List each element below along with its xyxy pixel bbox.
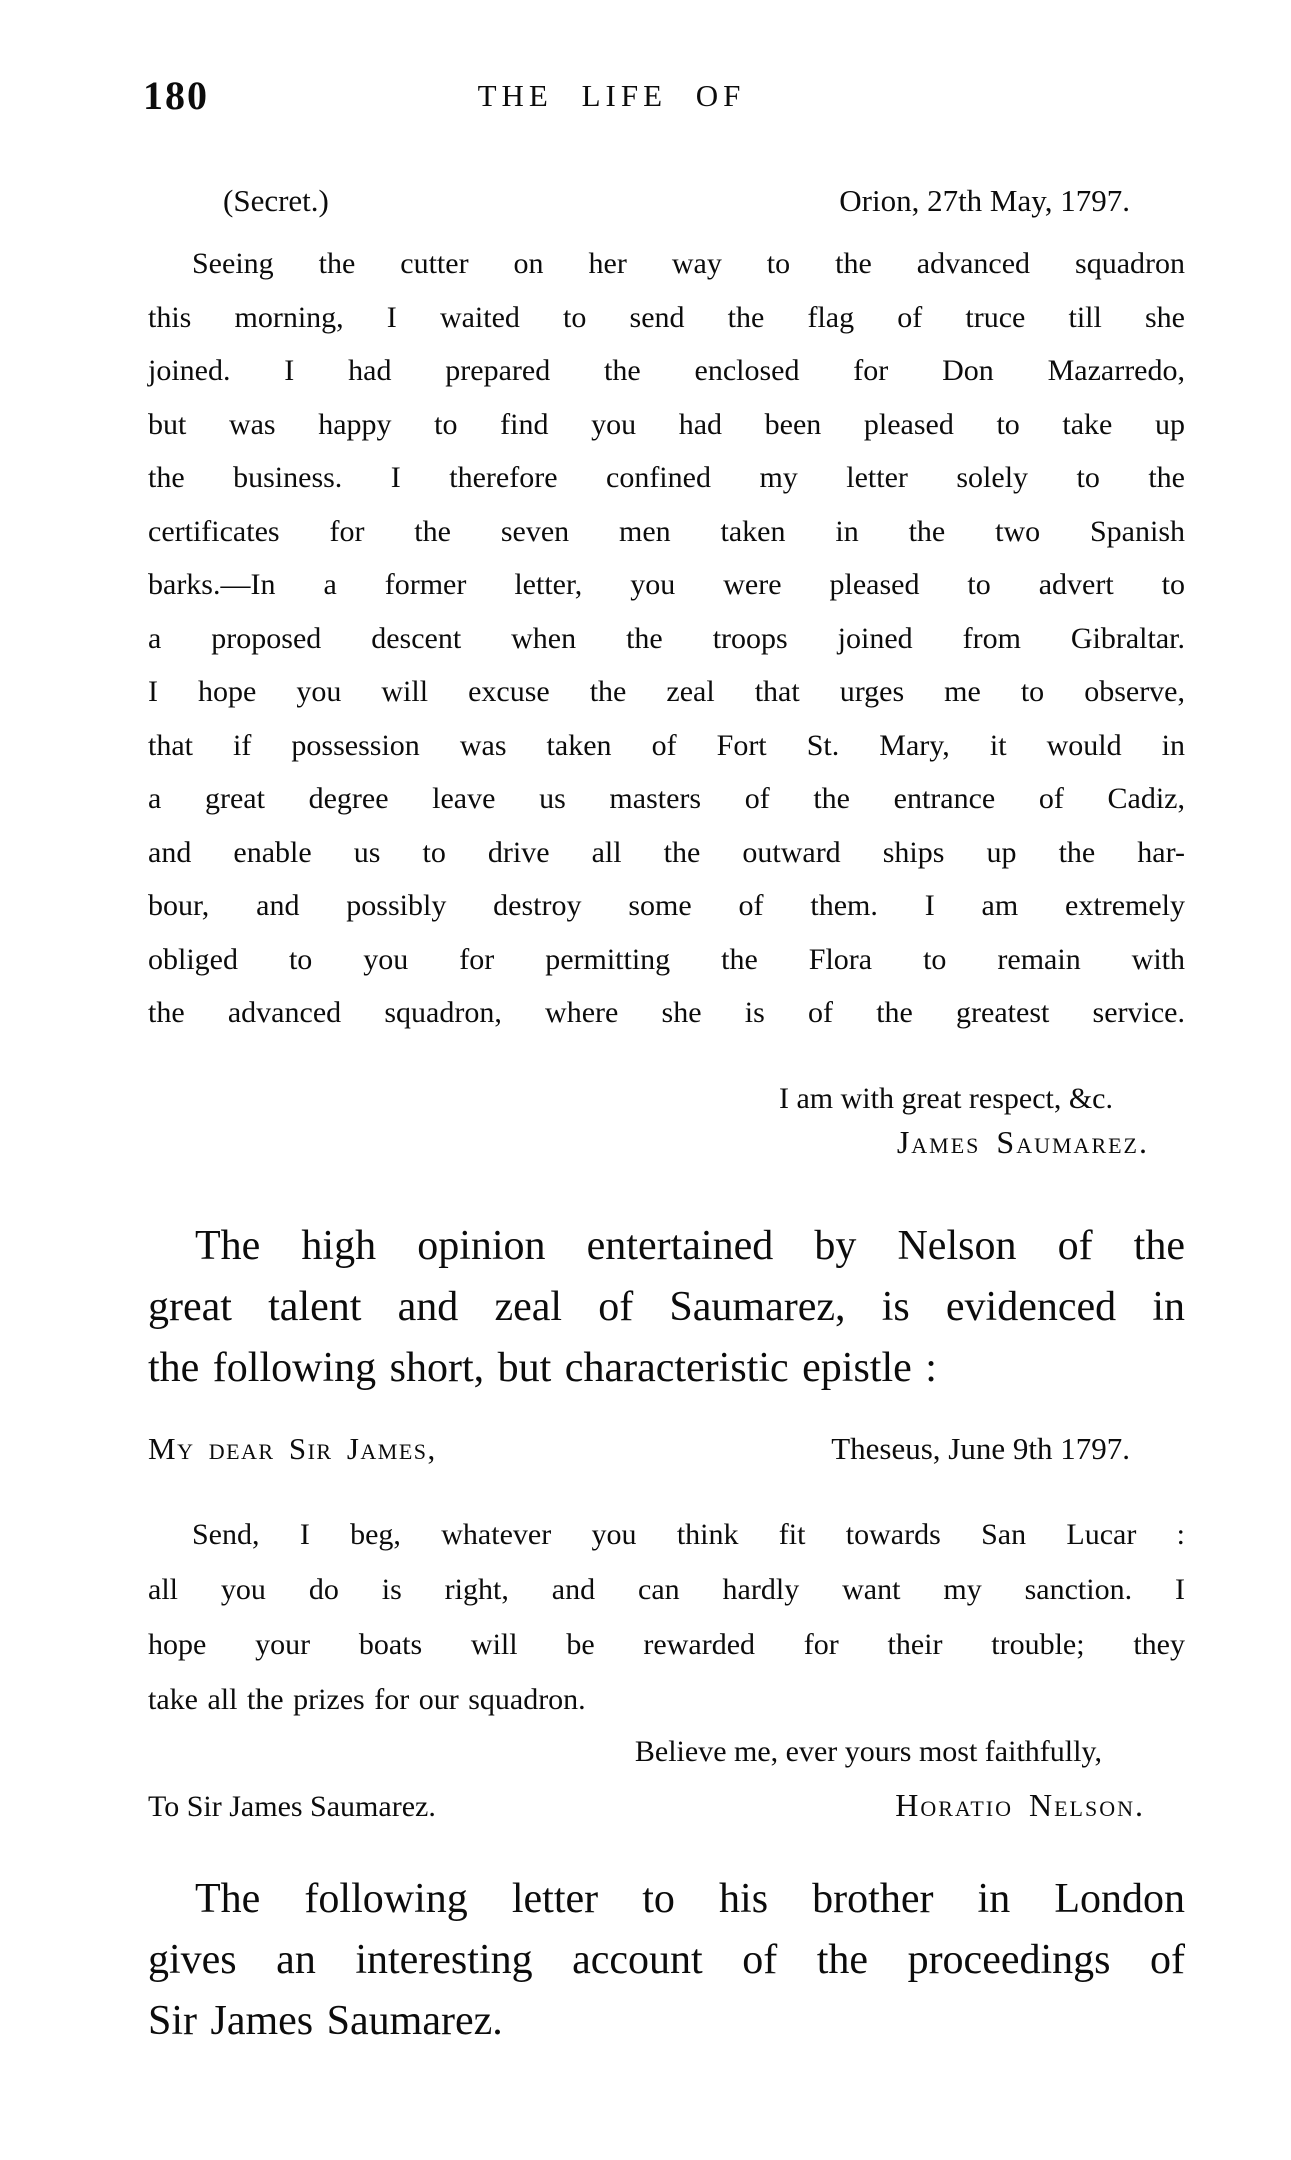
narrative-line: gives an interesting account of the proceedings of	[148, 1936, 1185, 1983]
letter-line: Send, I beg, whatever you think fit towards San Lucar :	[192, 1517, 1185, 1551]
letter-line: the business. I therefore confined my letter solely to the	[148, 461, 1185, 494]
letter2-signature: Horatio Nelson.	[895, 1786, 1145, 1823]
letter-line: hope your boats will be rewarded for their trouble; they	[148, 1627, 1185, 1661]
letter2-valediction: Believe me, ever yours most faithfully,	[634, 1734, 1102, 1768]
letter1-body	[148, 237, 1185, 1040]
secrecy-label: (Secret.)	[223, 183, 329, 218]
letter1-signature: James Saumarez.	[896, 1123, 1149, 1160]
letter-line: a great degree leave us masters of the entrance of Cadiz,	[148, 782, 1185, 815]
letter-line: bour, and possibly destroy some of them. I am extremely	[148, 889, 1185, 922]
letter-line: a proposed descent when the troops joined from Gibraltar.	[148, 621, 1185, 655]
letter-line: barks.—In a former letter, you were pleased to advert to	[148, 568, 1185, 601]
letter-line: all you do is right, and can hardly want my sanction. I	[148, 1572, 1185, 1606]
letter-line: the advanced squadron, where she is of the greatest service.	[148, 996, 1185, 1029]
letter-line: certificates for the seven men taken in the two Spanish	[148, 514, 1185, 548]
letter-line: that if possession was taken of Fort St. Mary, it would in	[148, 728, 1185, 762]
letter2-addressee: To Sir James Saumarez.	[148, 1789, 436, 1823]
narrative-line: The high opinion entertained by Nelson of the	[195, 1222, 1185, 1269]
letter2-closing-row	[148, 1787, 1185, 1835]
letter-line: take all the prizes for our squadron.	[148, 1682, 586, 1716]
page-number: 180	[143, 73, 209, 118]
letter-line: Seeing the cutter on her way to the advanced squadron	[192, 247, 1185, 280]
letter-line: and enable us to drive all the outward ships up the har-	[148, 835, 1185, 869]
narrative-line: The following letter to his brother in London	[195, 1875, 1185, 1922]
letter-line: I hope you will excuse the zeal that urges me to observe,	[148, 675, 1185, 708]
page-header	[143, 72, 1185, 118]
narrative-paragraph	[148, 1216, 1185, 1399]
letter2-body	[148, 1507, 1185, 1727]
letter-line: this morning, I waited to send the flag of truce till she	[148, 300, 1185, 334]
narrative-line: the following short, but characteristic epistle :	[148, 1344, 937, 1391]
letter1-signoff: I am with great respect, &c.	[778, 1081, 1113, 1115]
letter2-heading-row	[148, 1431, 1185, 1481]
narrative-line: Sir James Saumarez.	[148, 1997, 503, 2044]
narrative-line: great talent and zeal of Saumarez, is evidenced in	[148, 1283, 1185, 1330]
letter1-dateline: Orion, 27th May, 1797.	[839, 183, 1130, 218]
letter2-dateline: Theseus, June 9th 1797.	[831, 1430, 1130, 1466]
letter-line: obliged to you for permitting the Flora to remain with	[148, 942, 1185, 976]
letter-line: joined. I had prepared the enclosed for Don Mazarredo,	[148, 354, 1185, 387]
running-title: THE LIFE OF	[477, 78, 746, 113]
letter2-salutation: My dear Sir James,	[148, 1430, 437, 1466]
letter-line: but was happy to find you had been pleased to take up	[148, 407, 1185, 441]
narrative-paragraph	[148, 1869, 1185, 2052]
letter1-heading-row	[148, 183, 1185, 227]
